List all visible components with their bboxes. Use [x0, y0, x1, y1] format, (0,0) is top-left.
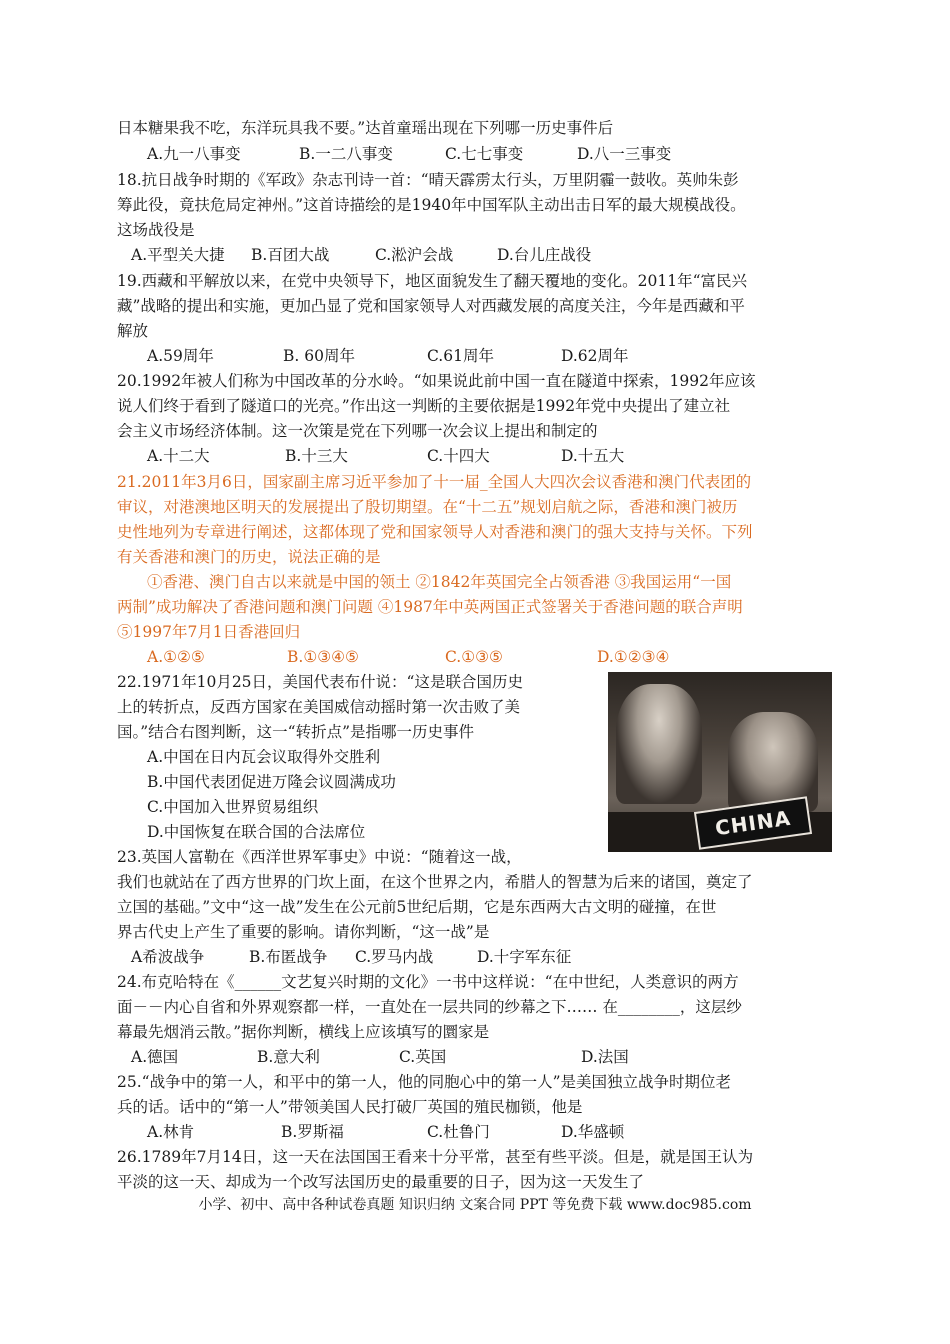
option-a: A.德国	[131, 1048, 179, 1066]
question-24-text: 面－－内心自省和外界观察都一样，一直处在一层共同的纱幕之下…… 在________，这层纱	[117, 998, 742, 1016]
option-b: B.①③④⑤	[287, 648, 359, 666]
question-21-statement: ⑤1997年7月1日香港回归	[117, 623, 301, 641]
question-21-text: 有关香港和澳门的历史，说法正确的是	[117, 548, 381, 566]
option-d: D.中国恢复在联合国的合法席位	[147, 823, 366, 841]
option-c: C.①③⑤	[445, 648, 503, 666]
option-d: D.华盛顿	[561, 1123, 625, 1141]
option-c: C.杜鲁门	[427, 1123, 490, 1141]
question-24-text: 24.布克哈特在《______文艺复兴时期的文化》一书中这样说：“在中世纪，人类意识的两方	[117, 973, 739, 991]
option-b: B.百团大战	[251, 246, 330, 264]
question-26-text: 26.1789年7月14日，这一天在法国国王看来十分平常，甚至有些平淡。但是，就是国王认为	[117, 1148, 754, 1166]
question-23-text: 界古代史上产生了重要的影响。请你判断，“这一战”是	[117, 923, 490, 941]
question-23-text: 23.英国人富勒在《西洋世界军事史》中说：“随着这一战，	[117, 848, 522, 866]
option-a: A希波战争	[131, 948, 205, 966]
option-c: C.罗马内战	[355, 948, 434, 966]
option-a: A.九一八事变	[147, 145, 241, 163]
option-a: A.59周年	[147, 347, 214, 365]
question-21-statement: ①香港、澳门自古以来就是中国的领土 ②1842年英国完全占领香港 ③我国运用“一国	[147, 573, 732, 591]
question-19-text: 藏”战略的提出和实施，更加凸显了党和国家领导人对西藏发展的高度关注，今年是西藏和平	[117, 297, 745, 315]
option-c: C.中国加入世界贸易组织	[147, 798, 319, 816]
question-18-text: 这场战役是	[117, 221, 195, 239]
question-21-text: 21.2011年3月6日，国家副主席习近平参加了十一届_全国人大四次会议香港和澳门代表团的	[117, 473, 752, 491]
option-d: D.①②③④	[597, 648, 670, 666]
question-22-text: 国。”结合右图判断，这一“转折点”是指哪一历史事件	[117, 723, 475, 741]
question-18-text: 18.抗日战争时期的《军政》杂志刊诗一首：“晴天霹雳太行头，万里阴霾一鼓收。英帅朱彭	[117, 171, 739, 189]
option-d: D.十字军东征	[477, 948, 572, 966]
option-c: C.英国	[399, 1048, 447, 1066]
un-seat-photo	[608, 672, 832, 852]
footer-watermark: 小学、初中、高中各种试卷真题 知识归纳 文案合同 PPT 等免费下载 www.doc985.com	[198, 1197, 752, 1213]
option-d: D.八一三事变	[577, 145, 672, 163]
option-d: D.台儿庄战役	[497, 246, 592, 264]
option-b: B.布匿战争	[249, 948, 328, 966]
question-24-text: 幕最先烟消云散。”据你判断，横线上应该填写的圜家是	[117, 1023, 490, 1041]
laughing-delegate-figure	[616, 684, 702, 804]
option-a: A.中国在日内瓦会议取得外交胜利	[147, 748, 381, 766]
china-nameplate: CHINA	[694, 796, 812, 849]
question-20-text: 会主义市场经济体制。这一次策是党在下列哪一次会议上提出和制定的	[117, 422, 598, 440]
option-d: D.62周年	[561, 347, 629, 365]
option-a: A.①②⑤	[147, 648, 205, 666]
option-c: C.61周年	[427, 347, 494, 365]
option-a: A.林肯	[147, 1123, 195, 1141]
option-b: B. 60周年	[283, 347, 355, 365]
question-22-text: 22.1971年10月25日，美国代表布什说：“这是联合国历史	[117, 673, 523, 691]
question-23-text: 立国的基础。”文中“这一战”发生在公元前5世纪后期，它是东西两大古文明的碰撞，在世	[117, 898, 717, 916]
question-21-text: 史性地列为专章进行阐述，这都体现了党和国家领导人对香港和澳门的强大支持与关怀。下列	[117, 523, 753, 541]
option-a: A.平型关大捷	[131, 246, 225, 264]
option-b: B.中国代表团促进万隆会议圆满成功	[147, 773, 396, 791]
question-22-text: 上的转折点，反西方国家在美国威信动摇时第一次击败了美	[117, 698, 521, 716]
question-20-text: 说人们终于看到了隧道口的光亮。”作出这一判断的主要依据是1992年党中央提出了建立社	[117, 397, 731, 415]
option-d: D.十五大	[561, 447, 625, 465]
option-b: B.一二八事变	[299, 145, 393, 163]
option-b: B.罗斯福	[281, 1123, 344, 1141]
option-b: B.十三大	[285, 447, 348, 465]
question-19-text: 19.西藏和平解放以来，在党中央领导下，地区面貌发生了翻天覆地的变化。2011年“富民兴	[117, 272, 748, 290]
question-25-text: 25.“战争中的第一人，和平中的第一人，他的同胞心中的第一人”是美国独立战争时期位老	[117, 1073, 732, 1091]
question-25-text: 兵的话。话中的“第一人”带领美国人民打破厂英国的殖民枷锁，他是	[117, 1098, 583, 1116]
option-c: C.淞沪会战	[375, 246, 454, 264]
option-c: C.七七事变	[445, 145, 524, 163]
option-a: A.十二大	[147, 447, 210, 465]
question-19-text: 解放	[117, 322, 149, 340]
question-20-text: 20.1992年被人们称为中国改革的分水岭。“如果说此前中国一直在隧道中探索，1992年应该	[117, 372, 756, 390]
question-23-text: 我们也就站在了西方世界的门坎上面，在这个世界之内，希腊人的智慧为后来的诸国，奠定了	[117, 873, 753, 891]
text-line: 日本糖果我不吃，东洋玩具我不要。”达首童瑶出现在下列哪一历史事件后	[117, 119, 614, 137]
question-18-text: 筹此役，竟扶危局定神州。”这首诗描绘的是1940年中国军队主动出击日军的最大规模战役。	[117, 196, 746, 214]
option-b: B.意大利	[257, 1048, 320, 1066]
question-21-statement: 两制”成功解决了香港问题和澳门问题 ④1987年中英两国正式签署关于香港问题的联合声明	[117, 598, 743, 616]
option-d: D.法国	[581, 1048, 629, 1066]
option-c: C.十四大	[427, 447, 490, 465]
question-21-text: 审议，对港澳地区明天的发展提出了殷切期望。在“十二五”规划启航之际，香港和澳门被历	[117, 498, 738, 516]
question-26-text: 平淡的这一天、却成为一个改写法国历史的最重要的日子，因为这一天发生了	[117, 1173, 645, 1191]
